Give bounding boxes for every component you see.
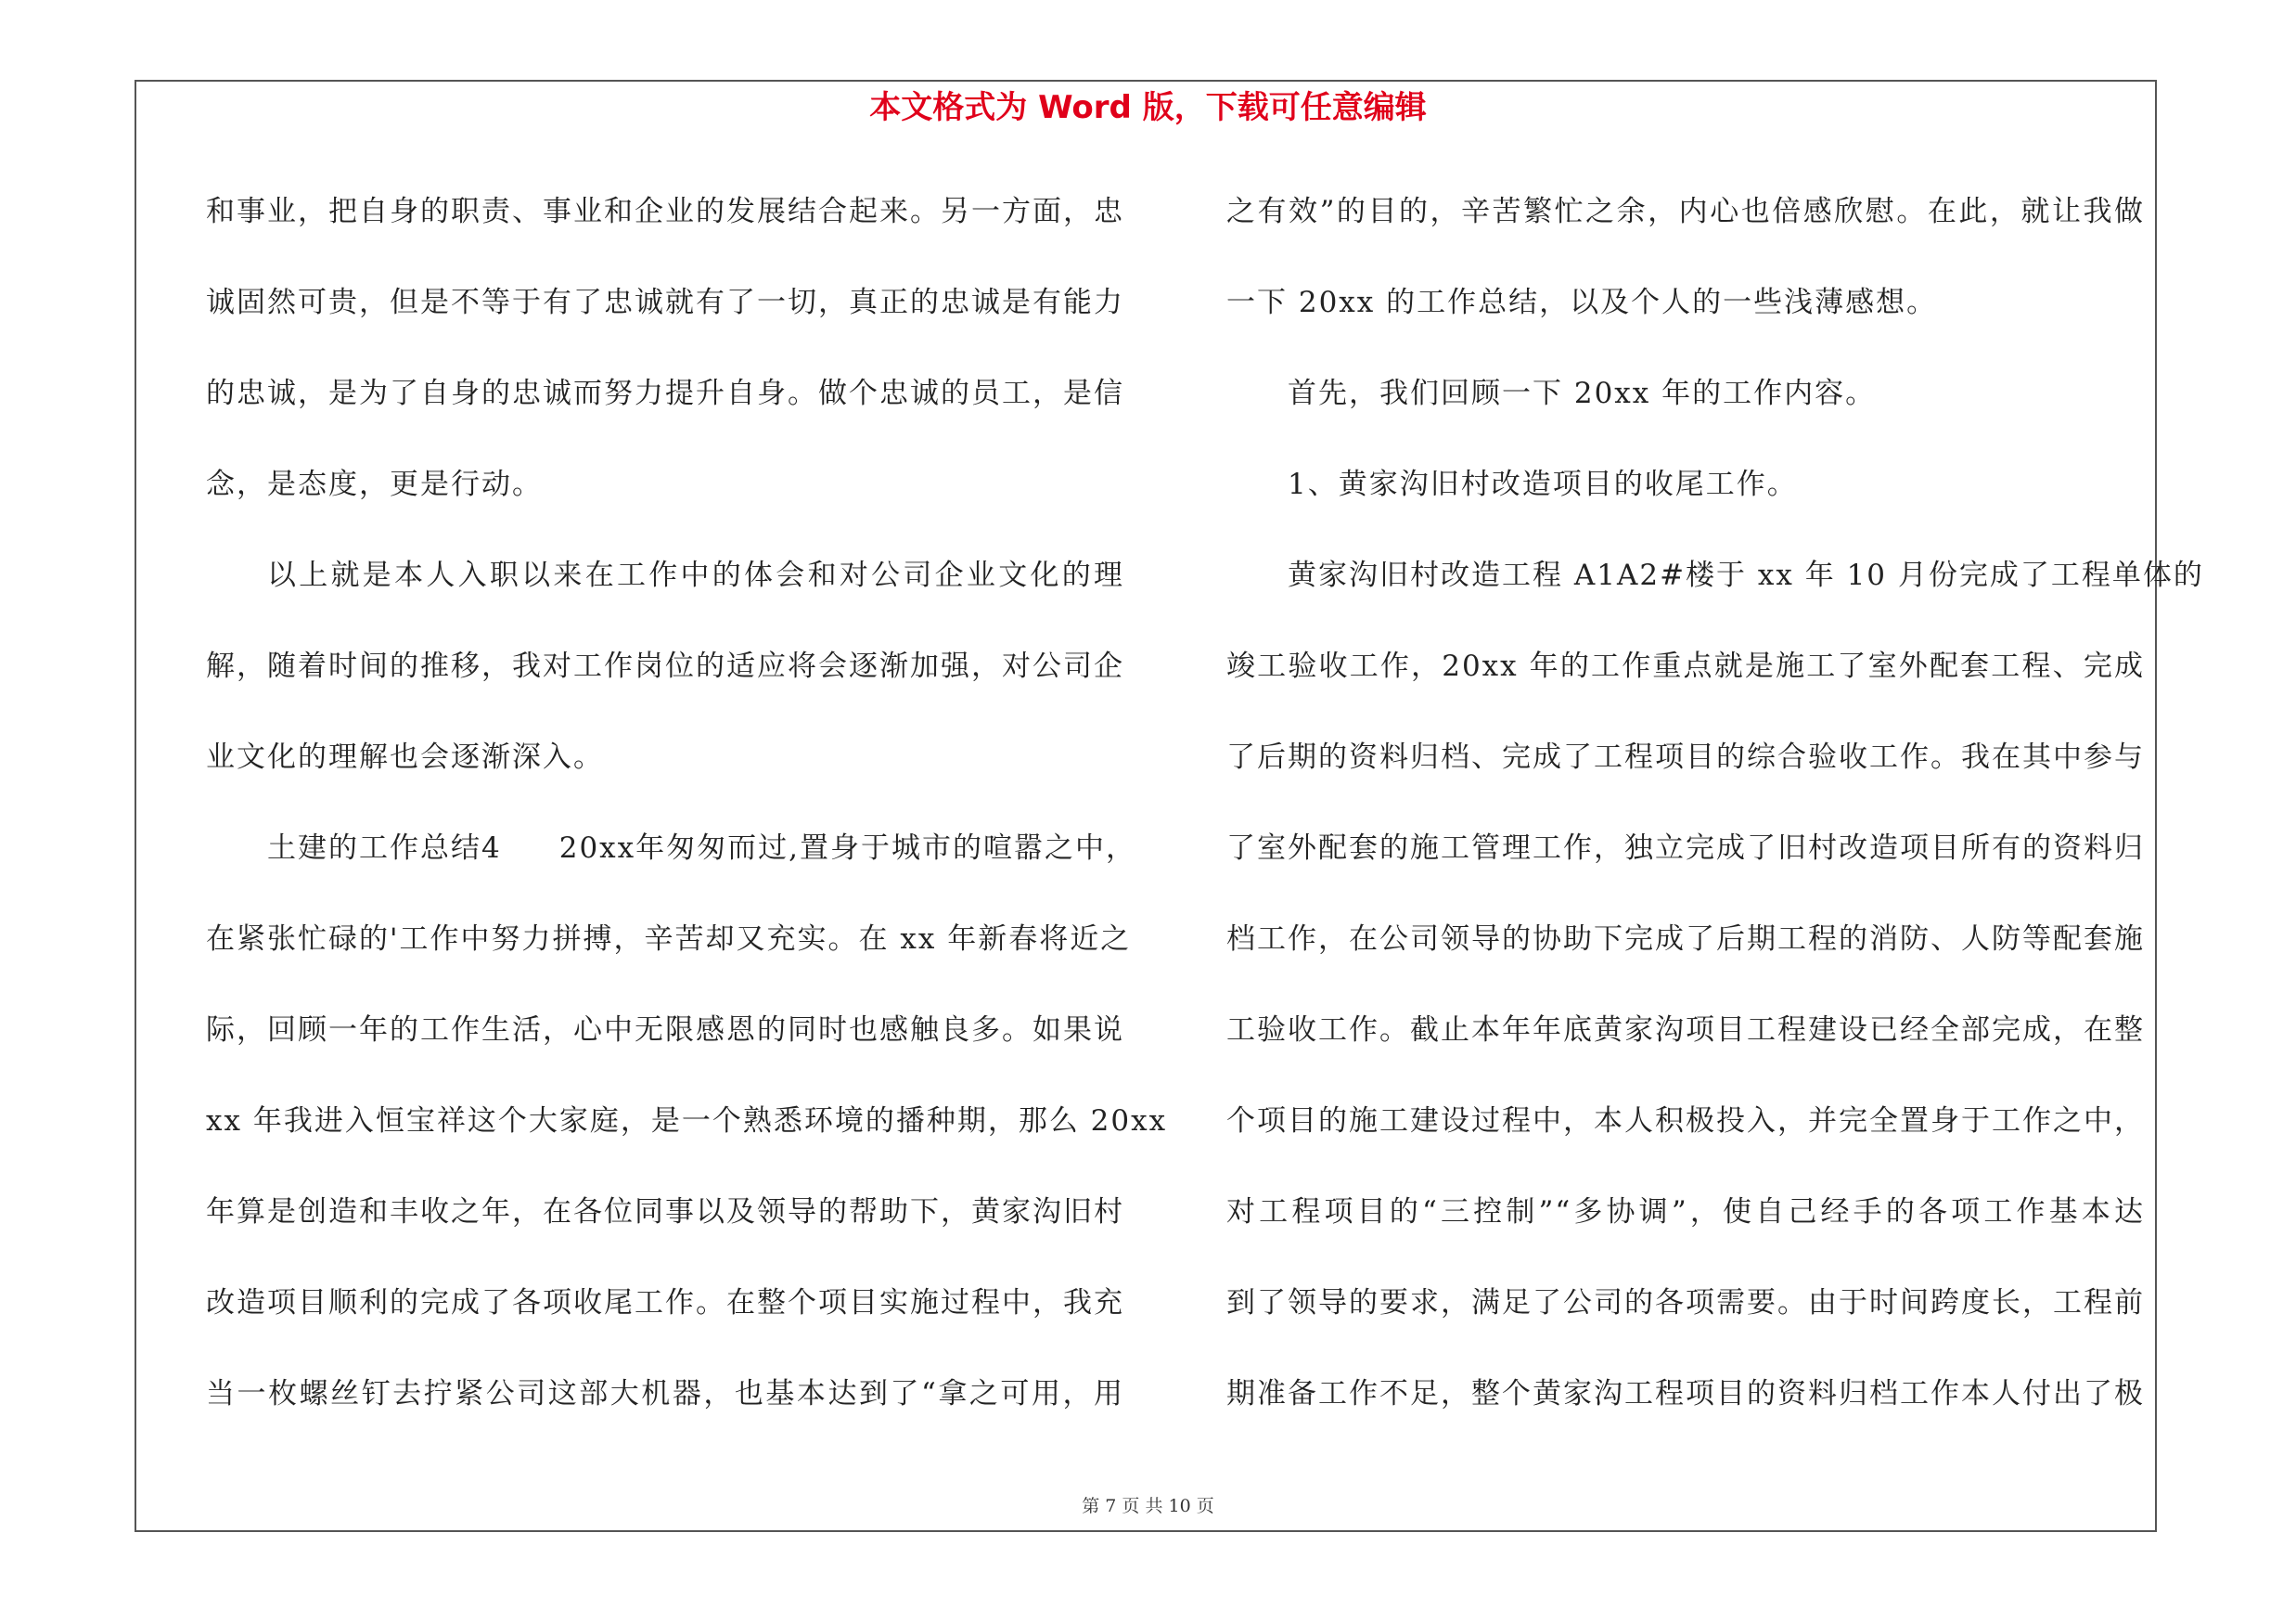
text-line: 以上就是本人入职以来在工作中的体会和对公司企业文化的理: [267, 559, 1124, 592]
text-line: 1、黄家沟旧村改造项目的收尾工作。: [1288, 468, 1798, 501]
text-line: 改造项目顺利的完成了各项收尾工作。在整个项目实施过程中，我充: [206, 1286, 1124, 1320]
text-line: 年算是创造和丰收之年，在各位同事以及领导的帮助下，黄家沟旧村: [206, 1195, 1124, 1229]
text-line: 诚固然可贵，但是不等于有了忠诚就有了一切，真正的忠诚是有能力: [206, 286, 1124, 319]
text-line: 的忠诚，是为了自身的忠诚而努力提升自身。做个忠诚的员工，是信: [206, 377, 1124, 410]
text-line: 竣工验收工作，20xx 年的工作重点就是施工了室外配套工程、完成: [1226, 650, 2145, 683]
text-line: 对工程项目的“三控制”“多协调”，使自己经手的各项工作基本达: [1226, 1195, 2145, 1229]
text-line: 了室外配套的施工管理工作，独立完成了旧村改造项目所有的资料归: [1226, 831, 2145, 865]
text-line: xx 年我进入恒宝祥这个大家庭，是一个熟悉环境的播种期，那么 20xx: [206, 1104, 1168, 1138]
text-line: 当一枚螺丝钉去拧紧公司这部大机器，也基本达到了“拿之可用，用: [206, 1377, 1124, 1410]
text-line: 工验收工作。截止本年年底黄家沟项目工程建设已经全部完成，在整: [1226, 1013, 2145, 1047]
right-text-column: [1226, 184, 2204, 1457]
section-heading: 土建的工作总结4: [267, 831, 502, 865]
text-line: 际，回顾一年的工作生活，心中无限感恩的同时也感触良多。如果说: [206, 1013, 1124, 1047]
text-line: 档工作，在公司领导的协助下完成了后期工程的消防、人防等配套施: [1226, 922, 2145, 956]
text-line: [206, 820, 1136, 911]
text-line: 首先，我们回顾一下 20xx 年的工作内容。: [1288, 377, 1877, 410]
text-line: 个项目的施工建设过程中，本人积极投入，并完全置身于工作之中，: [1226, 1104, 2145, 1138]
page-number: 第 7 页 共 10 页: [1082, 1496, 1214, 1516]
text-line: 一下 20xx 的工作总结，以及个人的一些浅薄感想。: [1226, 286, 1938, 319]
text-line: 之有效”的目的，辛苦繁忙之余，内心也倍感欣慰。在此，就让我做: [1226, 195, 2145, 228]
text-line: 解，随着时间的推移，我对工作岗位的适应将会逐渐加强，对公司企: [206, 650, 1124, 683]
format-banner: 本文格式为 Word 版，下载可任意编辑: [869, 89, 1427, 126]
text-segment: 20xx年匆匆而过,置身于城市的喧嚣之中，: [558, 831, 1136, 865]
text-line: 黄家沟旧村改造工程 A1A2#楼于 xx 年 10 月份完成了工程单体的: [1288, 559, 2204, 592]
text-line: 和事业，把自身的职责、事业和企业的发展结合起来。另一方面，忠: [206, 195, 1124, 228]
text-line: 在紧张忙碌的'工作中努力拼搏，辛苦却又充实。在 xx 年新春将近之: [206, 922, 1132, 956]
text-line: 了后期的资料归档、完成了工程项目的综合验收工作。我在其中参与: [1226, 741, 2145, 774]
text-line: 业文化的理解也会逐渐深入。: [206, 741, 604, 774]
text-line: 期准备工作不足，整个黄家沟工程项目的资料归档工作本人付出了极: [1226, 1377, 2145, 1410]
text-line: 到了领导的要求，满足了公司的各项需要。由于时间跨度长，工程前: [1226, 1286, 2145, 1320]
left-text-column: [206, 184, 1168, 1457]
text-line: 念，是态度，更是行动。: [206, 468, 543, 501]
